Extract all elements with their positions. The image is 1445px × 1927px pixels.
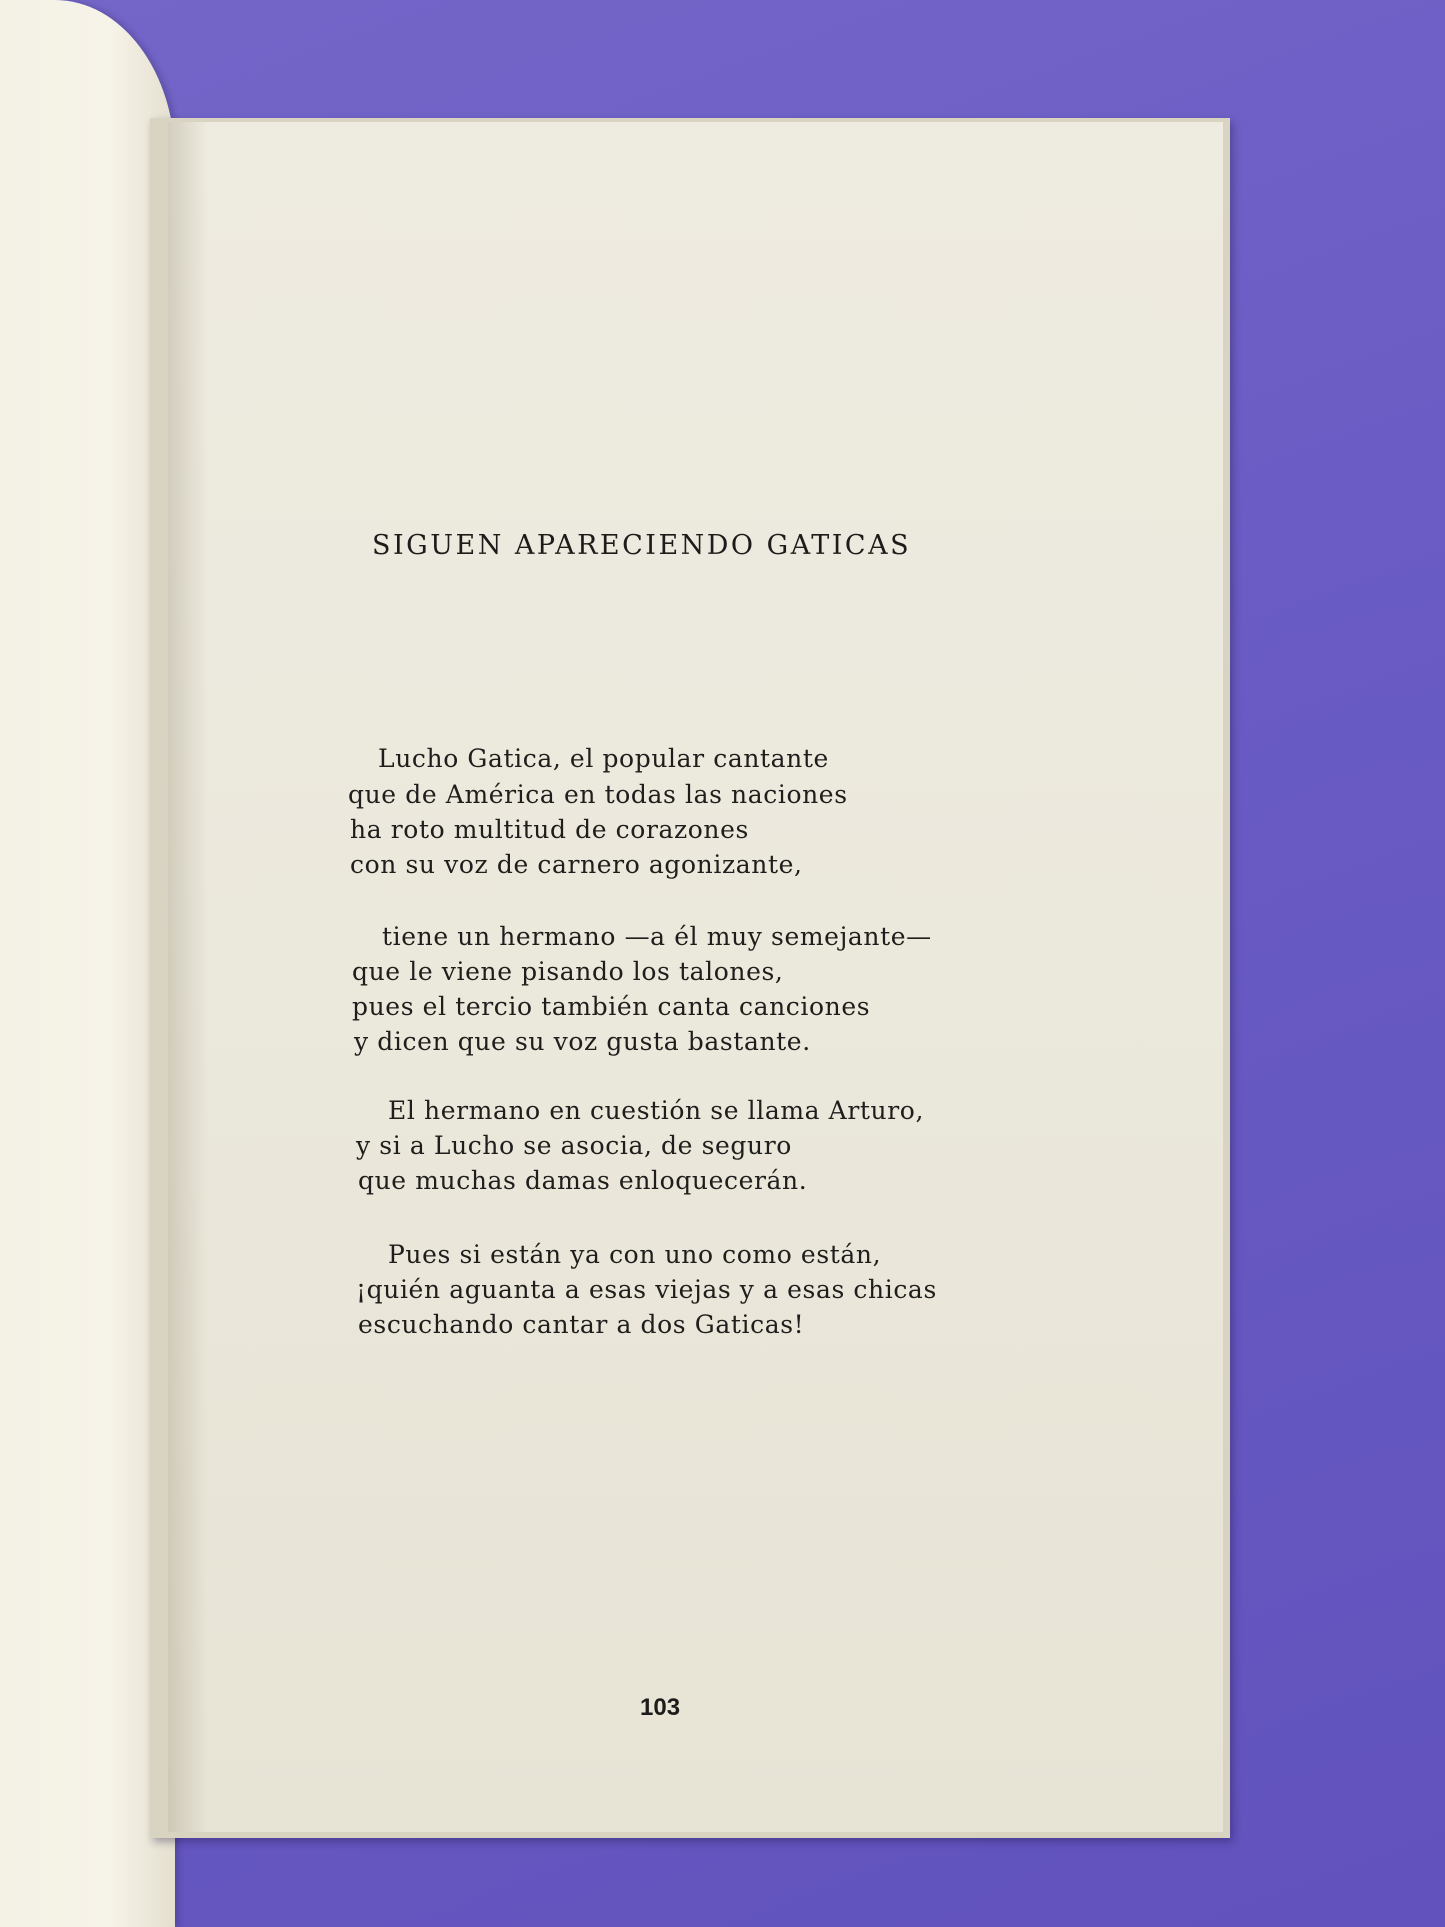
stanza-3-line-1: El hermano en cuestión se llama Arturo,	[388, 1096, 924, 1125]
left-page	[0, 0, 175, 1927]
stanza-1-line-4: con su voz de carnero agonizante,	[350, 850, 803, 879]
stanza-1-line-3: ha roto multitud de corazones	[350, 815, 749, 844]
stanza-3-line-2: y si a Lucho se asocia, de seguro	[356, 1131, 792, 1160]
stanza-4-line-2: ¡quién aguanta a esas viejas y a esas chicas	[356, 1275, 937, 1304]
stanza-2-line-4: y dicen que su voz gusta bastante.	[354, 1027, 811, 1056]
poem-title: SIGUEN APARECIENDO GATICAS	[372, 530, 912, 561]
stanza-1-line-1: Lucho Gatica, el popular cantante	[378, 744, 829, 773]
stanza-1-line-2: que de América en todas las naciones	[348, 780, 848, 809]
stanza-2-line-3: pues el tercio también canta canciones	[352, 992, 871, 1021]
stanza-4-line-3: escuchando cantar a dos Gaticas!	[358, 1310, 805, 1339]
gutter-shadow	[168, 122, 208, 1832]
stanza-4-line-1: Pues si están ya con uno como están,	[388, 1240, 882, 1269]
stanza-3-line-3: que muchas damas enloquecerán.	[358, 1166, 808, 1195]
page-number: 103	[640, 1694, 681, 1721]
stanza-2-line-2: que le viene pisando los talones,	[352, 957, 784, 986]
stanza-2-line-1: tiene un hermano —a él muy semejante—	[382, 922, 932, 951]
